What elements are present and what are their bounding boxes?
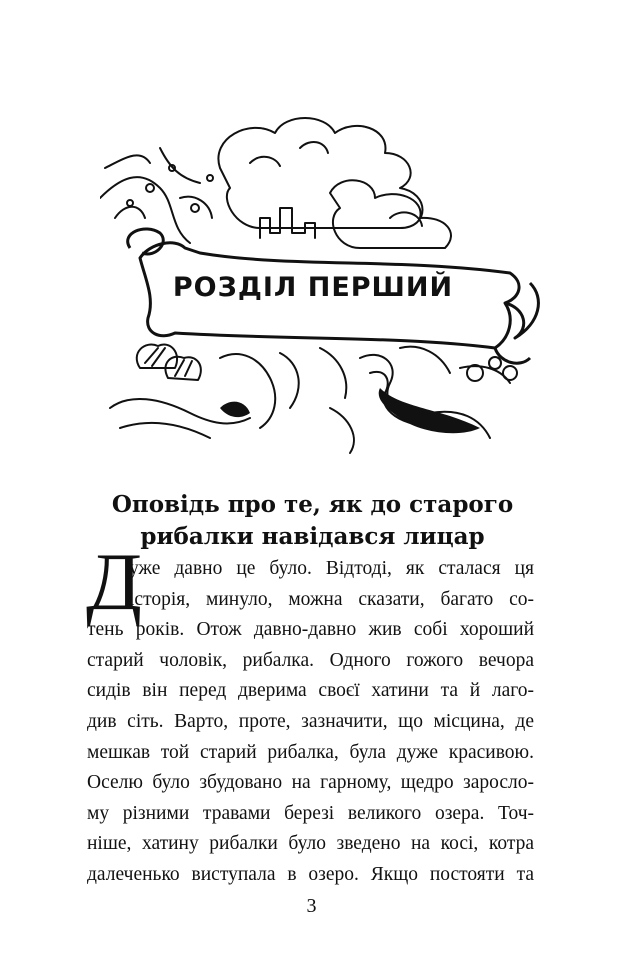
text-line: Оселю було збудовано на гарному, щедро зарослo- bbox=[87, 772, 534, 794]
cloud-shape bbox=[218, 118, 422, 228]
body-paragraph bbox=[87, 554, 534, 891]
text-line: ніше, хатину рибалки було зведено на косі, котра bbox=[87, 833, 534, 855]
text-line: старий чоловік, рибалка. Одного гожого вечора bbox=[87, 649, 534, 671]
text-line: історія, минуло, можна сказати, багато со- bbox=[129, 588, 534, 610]
text-line: мешкав той старий рибалка, була дуже красивою. bbox=[87, 741, 534, 763]
text-line: далеченько виступала в озеро. Якщо постояти та bbox=[87, 863, 534, 885]
text-line: уже давно це було. Відтоді, як сталася ця bbox=[129, 558, 534, 579]
text-line: див сіть. Варто, проте, зазначити, що місцина, де bbox=[87, 710, 534, 732]
cloud-shape bbox=[330, 180, 451, 248]
castle-shape bbox=[260, 208, 315, 238]
section-heading-line: Оповідь про те, як до старого bbox=[111, 491, 514, 518]
text-line: сидів він перед дверима своєї хатини та й лаго- bbox=[87, 680, 534, 702]
chapter-title: РОЗДІЛ ПЕРШИЙ bbox=[172, 272, 454, 303]
page-number: 3 bbox=[306, 895, 317, 917]
text-line: тень років. Отож давно-давно жив собі хороший bbox=[87, 619, 534, 641]
vine-shape bbox=[100, 177, 190, 243]
section-heading-line: рибалки навідався лицар bbox=[140, 523, 485, 550]
text-line: му різними травами березі великого озера. Точ- bbox=[87, 802, 534, 824]
drop-cap: Д bbox=[86, 536, 142, 627]
